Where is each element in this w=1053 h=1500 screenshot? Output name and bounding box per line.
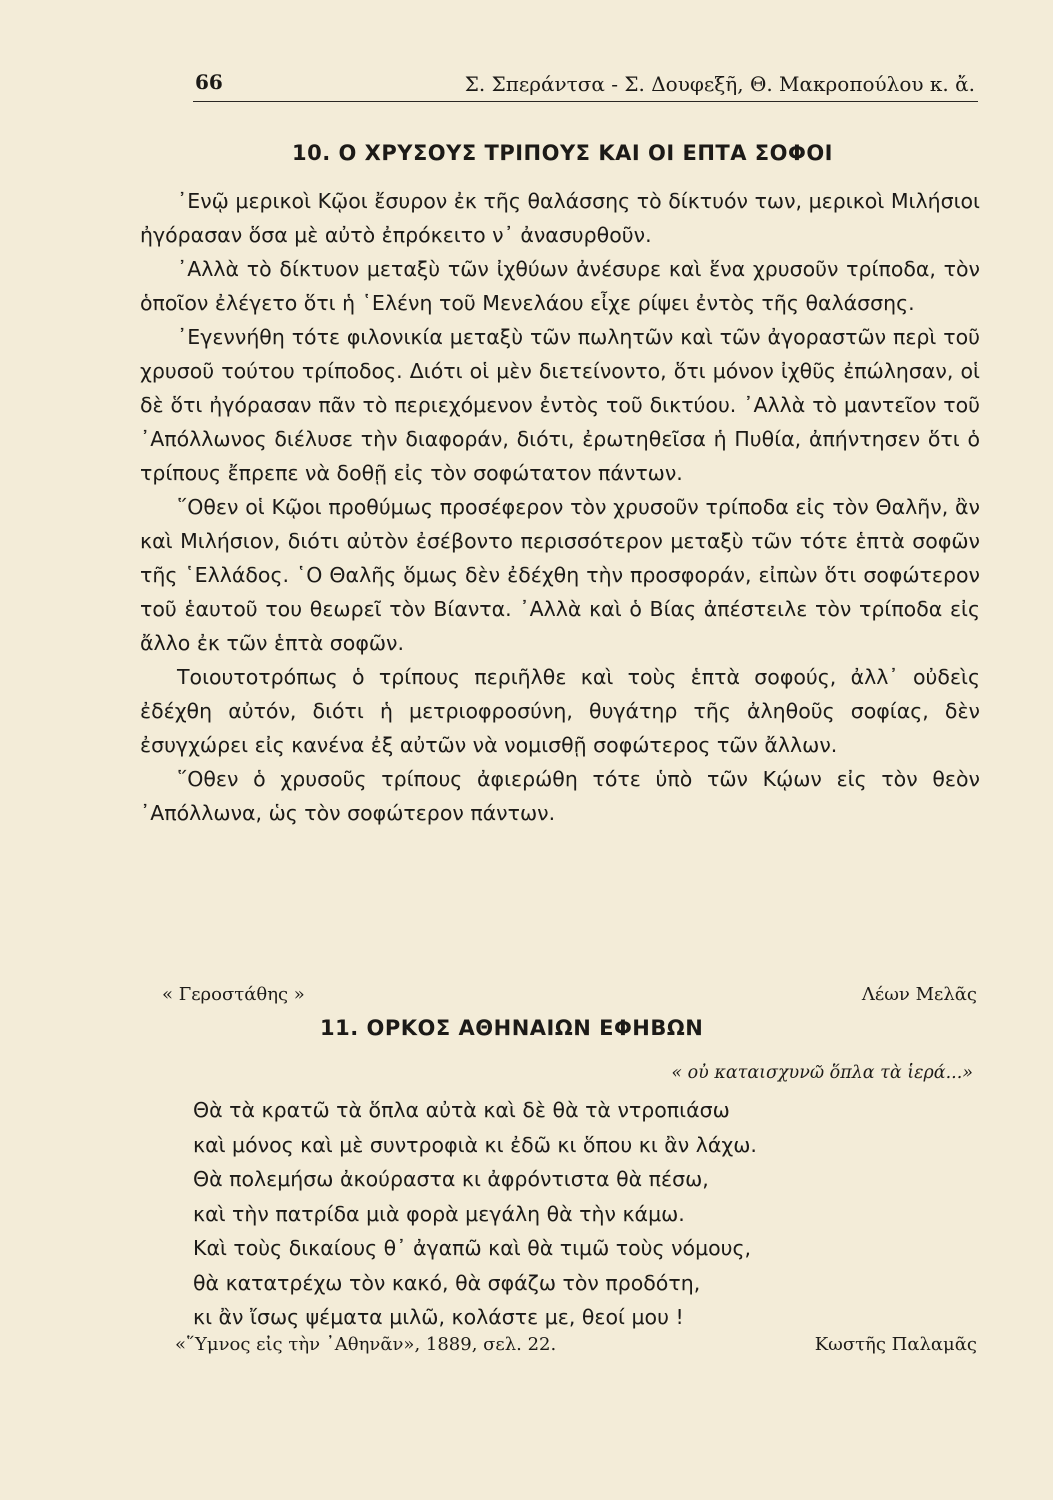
paragraph: Τοιουτοτρόπως ὁ τρίπους περιῆλθε καὶ τοὺς ἑπτὰ σοφούς, ἀλλ᾿ οὐδεὶς ἐδέχθη αὐτόν, διότι ἡ μετριοφροσύνη, θυγάτηρ τῆς ἀληθοῦς σοφίας, δὲν ἐσυγχώρει εἰς κανένα ἐξ αὐτῶν νὰ νομισθῇ σοφώτερος τῶν ἄλλων.	[140, 665, 980, 757]
paragraph: ῞Οθεν ὁ χρυσοῦς τρίπους ἀφιερώθη τότε ὑπὸ τῶν Κῴων εἰς τὸν θεὸν ᾿Απόλλωνα, ὡς τὸν σοφώτερον πάντων.	[140, 767, 980, 825]
author-name: Κωστῆς Παλαμᾶς	[814, 1334, 977, 1355]
poem	[193, 1093, 993, 1335]
verse-line: καὶ μόνος καὶ μὲ συντροφιὰ κι ἐδῶ κι ὅπου κι ἂν λάχω.	[193, 1132, 757, 1157]
verse-line: καὶ τὴν πατρίδα μιὰ φορὰ μεγάλη θὰ τὴν κάμω.	[193, 1201, 685, 1226]
section-11-credit	[175, 1334, 977, 1360]
section-10-title: 10. Ο ΧΡΥΣΟΥΣ ΤΡΙΠΟΥΣ ΚΑΙ ΟΙ ΕΠΤΑ ΣΟΦΟΙ	[292, 141, 833, 165]
source-citation: «῞Υμνος εἰς τὴν ᾿Αθηνᾶν», 1889, σελ. 22.	[175, 1334, 557, 1355]
section-11-title: 11. ΟΡΚΟΣ ΑΘΗΝΑΙΩΝ ΕΦΗΒΩΝ	[320, 1016, 704, 1040]
verse-line: Καὶ τοὺς δικαίους θ᾿ ἀγαπῶ καὶ θὰ τιμῶ τοὺς νόμους,	[193, 1236, 752, 1260]
paragraph: ῞Οθεν οἱ Κῷοι προθύμως προσέφερον τὸν χρυσοῦν τρίποδα εἰς τὸν Θαλῆν, ἂν καὶ Μιλήσιον, διότι αὐτὸν ἐσέβοντο περισσότερον μεταξὺ τῶν τότε ἑπτὰ σοφῶν τῆς ῾Ελλάδος. ῾Ο Θαλῆς ὅμως δὲν ἐδέχθη τὴν προσφοράν, εἰπὼν ὅτι σοφώτερον τοῦ ἑαυτοῦ του θεωρεῖ τὸν Βίαντα. ᾿Αλλὰ καὶ ὁ Βίας ἀπέστειλε τὸν τρίποδα εἰς ἄλλο ἐκ τῶν ἑπτὰ σοφῶν.	[140, 495, 980, 655]
verse-line: θὰ κατατρέχω τὸν κακό, θὰ σφάζω τὸν προδότη,	[193, 1270, 701, 1295]
source-citation: « Γεροστάθης »	[162, 984, 305, 1005]
running-title: Σ. Σπεράντσα - Σ. Δουφεξῆ, Θ. Μακροπούλου κ. ἄ.	[464, 72, 975, 96]
verse-line: κι ἂν ἴσως ψέματα μιλῶ, κολάστε με, θεοί μου !	[193, 1305, 684, 1329]
verse-line: Θὰ πολεμήσω ἀκούραστα κι ἀφρόντιστα θὰ πέσω,	[193, 1167, 709, 1191]
author-name: Λέων Μελᾶς	[861, 984, 977, 1005]
paragraph: ᾿Αλλὰ τὸ δίκτυον μεταξὺ τῶν ἰχθύων ἀνέσυρε καὶ ἕνα χρυσοῦν τρίποδα, τὸν ὁποῖον ἐλέγετο ὅτι ἡ ῾Ελένη τοῦ Μενελάου εἶχε ρίψει ἐντὸς τῆς θαλάσσης.	[140, 257, 980, 315]
page-header	[195, 70, 975, 104]
section-10-body	[140, 184, 980, 830]
verse-line: Θὰ τὰ κρατῶ τὰ ὅπλα αὐτὰ καὶ δὲ θὰ τὰ ντροπιάσω	[193, 1098, 730, 1122]
paragraph: ᾿Εγεννήθη τότε φιλονικία μεταξὺ τῶν πωλητῶν καὶ τῶν ἀγοραστῶν περὶ τοῦ χρυσοῦ τούτου τρίποδος. Διότι οἱ μὲν διετείνοντο, ὅτι μόνον ἰχθῦς ἐπώλησαν, οἱ δὲ ὅτι ἠγόρασαν πᾶν τὸ περιεχόμενον ἐντὸς τοῦ δικτύου. ᾿Αλλὰ τὸ μαντεῖον τοῦ ᾿Απόλλωνος διέλυσε τὴν διαφοράν, διότι, ἐρωτηθεῖσα ἡ Πυθία, ἀπήντησεν ὅτι ὁ τρίπους ἔπρεπε νὰ δοθῇ εἰς τὸν σοφώτατον πάντων.	[140, 325, 980, 485]
page-number: 66	[195, 70, 223, 94]
section-10-credit	[162, 984, 977, 1010]
header-rule	[193, 101, 978, 102]
epigraph: « οὐ καταισχυνῶ ὅπλα τὰ ἱερά...»	[671, 1063, 973, 1083]
paragraph: ᾿Ενῷ μερικοὶ Κῷοι ἔσυρον ἐκ τῆς θαλάσσης τὸ δίκτυόν των, μερικοὶ Μιλήσιοι ἠγόρασαν ὅσα μὲ αὐτὸ ἐπρόκειτο ν᾿ ἀνασυρθοῦν.	[140, 189, 980, 247]
